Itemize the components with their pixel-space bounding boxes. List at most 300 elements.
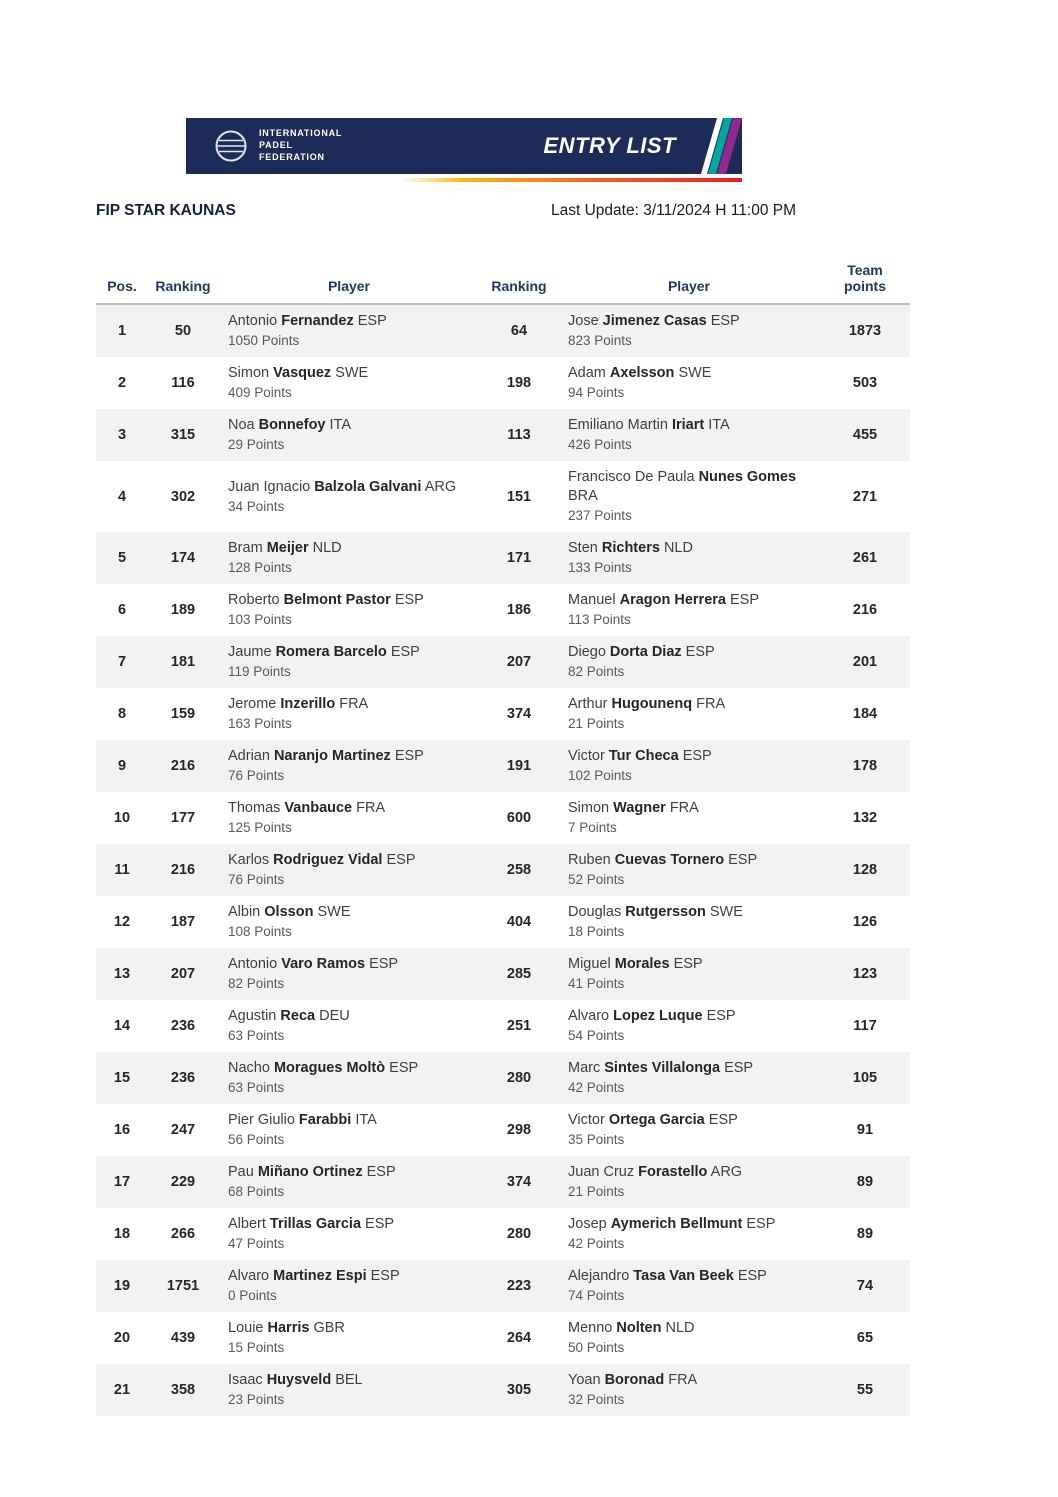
player-2-name xyxy=(568,747,810,766)
player-1-name xyxy=(228,1163,470,1182)
position-cell: 8 xyxy=(117,706,127,722)
player-2-name xyxy=(568,312,810,331)
position-cell: 19 xyxy=(113,1278,131,1294)
header-player-1: Player xyxy=(218,252,480,304)
team-points-cell: 128 xyxy=(852,862,878,878)
last-update-text: Last Update: 3/11/2024 H 11:00 PM xyxy=(551,202,797,219)
player-2-country: ESP xyxy=(746,1216,776,1232)
player-2-points: 32 Points xyxy=(568,1392,625,1407)
position-cell: 4 xyxy=(117,488,127,505)
player-2-first-name: Arthur xyxy=(568,696,608,712)
player-1-name xyxy=(228,539,470,558)
player-1-last-name: Rodriguez Vidal xyxy=(273,852,383,868)
player-1-name xyxy=(228,1267,470,1286)
ranking-cell-2: 280 xyxy=(506,1070,532,1086)
player-1-points: 409 Points xyxy=(228,385,292,400)
player-1-points: 68 Points xyxy=(228,1184,285,1199)
player-cell-2 xyxy=(558,844,820,896)
player-1-last-name: Bonnefoy xyxy=(258,417,326,433)
player-1-last-name: Varo Ramos xyxy=(281,956,366,972)
table-row xyxy=(96,584,910,636)
player-1-first-name: Pau xyxy=(228,1164,254,1180)
player-2-first-name: Miguel xyxy=(568,956,611,972)
player-1-points: 125 Points xyxy=(228,820,292,835)
player-1-points: 47 Points xyxy=(228,1236,285,1251)
player-1-name xyxy=(228,591,470,610)
player-2-last-name: Nolten xyxy=(616,1320,662,1336)
position-cell: 5 xyxy=(117,550,127,566)
position-cell: 3 xyxy=(117,427,127,443)
player-1-points: 23 Points xyxy=(228,1392,285,1407)
ranking-cell-2: 113 xyxy=(507,427,531,443)
player-cell-1 xyxy=(218,896,480,948)
player-2-last-name: Cuevas Tornero xyxy=(614,852,725,868)
position-cell: 15 xyxy=(113,1070,131,1086)
player-cell-2 xyxy=(558,1052,820,1104)
table-row xyxy=(96,792,910,844)
player-1-first-name: Albin xyxy=(228,904,261,920)
player-1-first-name: Antonio xyxy=(228,956,278,972)
player-1-name xyxy=(228,851,470,870)
player-2-first-name: Sten xyxy=(568,540,598,556)
player-1-first-name: Isaac xyxy=(228,1372,263,1388)
position-cell: 20 xyxy=(113,1330,131,1346)
player-2-country: ESP xyxy=(673,956,703,972)
player-2-country: ESP xyxy=(706,1008,736,1024)
player-1-first-name: Albert xyxy=(228,1216,266,1232)
player-cell-2 xyxy=(558,948,820,1000)
player-2-last-name: Boronad xyxy=(604,1372,665,1388)
player-2-last-name: Nunes Gomes xyxy=(698,469,797,485)
player-1-last-name: Miñano Ortinez xyxy=(257,1164,363,1180)
player-cell-1 xyxy=(218,740,480,792)
header-row xyxy=(96,252,910,304)
player-cell-2 xyxy=(558,304,820,357)
table-row xyxy=(96,461,910,532)
player-2-country: FRA xyxy=(696,696,726,712)
table-row xyxy=(96,740,910,792)
ranking-cell-1: 247 xyxy=(170,1122,196,1138)
player-2-name xyxy=(568,695,810,714)
player-1-name xyxy=(228,1059,470,1078)
player-cell-2 xyxy=(558,1104,820,1156)
team-points-cell: 123 xyxy=(852,966,878,982)
player-2-first-name: Yoan xyxy=(568,1372,601,1388)
logo-line-2: PADEL xyxy=(259,140,293,151)
player-cell-2 xyxy=(558,532,820,584)
player-2-name xyxy=(568,851,810,870)
table-row xyxy=(96,1104,910,1156)
table-row xyxy=(96,1156,910,1208)
ranking-cell-1: 50 xyxy=(174,323,192,339)
player-cell-1 xyxy=(218,948,480,1000)
player-cell-1 xyxy=(218,304,480,357)
ranking-cell-2: 374 xyxy=(506,706,532,722)
position-cell: 12 xyxy=(113,914,131,930)
player-2-points: 52 Points xyxy=(568,872,625,887)
player-2-first-name: Juan Cruz xyxy=(568,1164,635,1180)
player-1-country: GBR xyxy=(313,1320,345,1336)
table-body xyxy=(96,304,910,1416)
player-1-name xyxy=(228,747,470,766)
player-2-country: BRA xyxy=(568,488,598,504)
player-1-first-name: Juan Ignacio xyxy=(228,478,311,495)
player-1-points: 63 Points xyxy=(228,1028,285,1043)
player-1-name xyxy=(228,1007,470,1026)
player-2-name xyxy=(568,539,810,558)
player-1-country: ITA xyxy=(329,417,352,433)
player-2-last-name: Rutgersson xyxy=(625,904,706,920)
ranking-cell-2: 251 xyxy=(506,1018,532,1034)
player-2-last-name: Iriart xyxy=(671,417,705,433)
ranking-cell-1: 187 xyxy=(170,914,196,930)
player-2-points: 133 Points xyxy=(568,560,632,575)
player-2-name xyxy=(568,1163,810,1182)
ranking-cell-1: 189 xyxy=(170,602,196,618)
player-2-name xyxy=(568,1267,810,1286)
player-2-country: ITA xyxy=(708,417,730,433)
position-cell: 10 xyxy=(113,810,131,826)
player-2-last-name: Tasa Van Beek xyxy=(633,1268,734,1284)
header-banner xyxy=(186,118,742,184)
player-2-last-name: Wagner xyxy=(613,800,666,816)
player-cell-2 xyxy=(558,1312,820,1364)
player-cell-2 xyxy=(558,409,820,461)
player-1-points: 128 Points xyxy=(228,560,292,575)
player-1-country: FRA xyxy=(339,696,369,712)
player-2-name xyxy=(568,1319,810,1338)
player-1-last-name: Naranjo Martinez xyxy=(273,748,391,764)
player-1-points: 163 Points xyxy=(228,716,292,731)
player-2-last-name: Tur Checa xyxy=(608,748,679,764)
team-points-cell: 184 xyxy=(852,706,878,722)
player-1-points: 103 Points xyxy=(228,612,292,627)
player-1-last-name: Fernandez xyxy=(281,313,354,329)
ranking-cell-2: 171 xyxy=(506,550,532,566)
player-2-name xyxy=(568,903,810,922)
player-2-first-name: Francisco De Paula xyxy=(568,469,695,485)
player-1-name xyxy=(228,416,470,435)
player-cell-1 xyxy=(218,1364,480,1416)
header-ranking-2: Ranking xyxy=(480,252,558,304)
player-2-first-name: Victor xyxy=(568,1112,605,1128)
banner-background xyxy=(186,118,742,174)
player-2-first-name: Ruben xyxy=(568,852,611,868)
player-cell-1 xyxy=(218,688,480,740)
player-1-last-name: Meijer xyxy=(266,540,309,556)
player-1-last-name: Olsson xyxy=(264,904,314,920)
player-2-points: 41 Points xyxy=(568,976,625,991)
banner-gradient-line xyxy=(400,178,742,182)
position-cell: 11 xyxy=(114,862,130,878)
meta-row xyxy=(96,202,910,226)
player-1-points: 82 Points xyxy=(228,976,285,991)
player-2-points: 42 Points xyxy=(568,1236,625,1251)
player-1-last-name: Martinez Espi xyxy=(273,1268,367,1284)
player-1-country: ESP xyxy=(394,748,424,764)
player-1-country: ESP xyxy=(365,1216,395,1232)
ranking-cell-1: 439 xyxy=(170,1330,196,1346)
player-1-name xyxy=(228,643,470,662)
position-cell: 1 xyxy=(117,323,127,339)
player-1-points: 15 Points xyxy=(228,1340,285,1355)
player-2-name xyxy=(568,1371,810,1390)
player-1-points: 76 Points xyxy=(228,872,285,887)
player-1-points: 119 Points xyxy=(228,664,291,679)
table-header xyxy=(96,252,910,304)
player-2-country: ESP xyxy=(708,1112,738,1128)
team-points-cell: 117 xyxy=(853,1018,877,1034)
player-1-first-name: Alvaro xyxy=(228,1268,270,1284)
ranking-cell-2: 186 xyxy=(506,602,532,618)
player-2-points: 102 Points xyxy=(568,768,632,783)
table-row xyxy=(96,1312,910,1364)
player-1-first-name: Karlos xyxy=(228,852,270,868)
position-cell: 6 xyxy=(117,602,127,618)
player-1-name xyxy=(228,903,470,922)
team-points-cell: 91 xyxy=(856,1122,874,1138)
ranking-cell-1: 181 xyxy=(170,654,196,670)
team-points-cell: 89 xyxy=(856,1226,874,1242)
table-row xyxy=(96,688,910,740)
player-2-first-name: Alvaro xyxy=(568,1008,610,1024)
player-2-points: 21 Points xyxy=(568,1184,625,1199)
player-cell-2 xyxy=(558,1364,820,1416)
player-1-last-name: Belmont Pastor xyxy=(283,592,391,608)
player-cell-1 xyxy=(218,1260,480,1312)
team-points-cell: 503 xyxy=(852,375,878,391)
position-cell: 9 xyxy=(117,758,127,774)
player-2-first-name: Marc xyxy=(568,1060,601,1076)
player-2-country: FRA xyxy=(669,800,699,816)
table-row xyxy=(96,1364,910,1416)
position-cell: 16 xyxy=(113,1122,131,1138)
player-1-country: ESP xyxy=(369,956,399,972)
player-1-points: 0 Points xyxy=(228,1288,277,1303)
player-2-points: 42 Points xyxy=(568,1080,625,1095)
ranking-cell-2: 404 xyxy=(506,914,532,930)
player-cell-1 xyxy=(218,1052,480,1104)
player-2-last-name: Axelsson xyxy=(609,365,675,381)
player-1-name xyxy=(228,364,470,383)
player-1-name xyxy=(228,1371,470,1390)
player-2-name xyxy=(568,591,810,610)
ranking-cell-1: 177 xyxy=(170,810,196,826)
player-cell-1 xyxy=(218,461,480,532)
player-1-last-name: Vasquez xyxy=(273,365,332,381)
player-2-last-name: Dorta Diaz xyxy=(609,644,682,660)
ranking-cell-1: 216 xyxy=(170,758,196,774)
player-1-first-name: Antonio xyxy=(228,313,278,329)
player-cell-1 xyxy=(218,792,480,844)
header-pos: Pos. xyxy=(96,252,148,304)
player-2-country: ESP xyxy=(728,852,758,868)
player-2-country: FRA xyxy=(668,1372,698,1388)
player-cell-2 xyxy=(558,1208,820,1260)
player-2-points: 7 Points xyxy=(568,820,617,835)
ranking-cell-2: 305 xyxy=(506,1382,532,1398)
team-points-cell: 1873 xyxy=(848,323,882,339)
ranking-cell-2: 280 xyxy=(506,1226,532,1242)
player-2-name xyxy=(568,416,810,435)
player-1-points: 1050 Points xyxy=(228,333,300,348)
player-cell-1 xyxy=(218,357,480,409)
player-1-points: 76 Points xyxy=(228,768,285,783)
player-1-country: ESP xyxy=(370,1268,400,1284)
player-2-first-name: Menno xyxy=(568,1320,613,1336)
position-cell: 17 xyxy=(113,1174,131,1190)
player-2-last-name: Aragon Herrera xyxy=(619,592,726,608)
player-1-name xyxy=(228,695,470,714)
team-points-cell: 178 xyxy=(852,758,878,774)
ranking-cell-2: 223 xyxy=(506,1278,532,1294)
player-1-first-name: Jaume xyxy=(228,644,272,660)
player-2-last-name: Forastello xyxy=(638,1164,708,1180)
player-2-country: NLD xyxy=(663,540,693,556)
player-2-last-name: Sintes Villalonga xyxy=(604,1060,721,1076)
header-team-points: Team points xyxy=(820,252,910,304)
logo-line-1: INTERNATIONAL xyxy=(259,128,343,139)
team-points-cell: 455 xyxy=(852,427,878,443)
ranking-cell-2: 198 xyxy=(506,375,532,391)
player-1-points: 34 Points xyxy=(228,498,285,514)
player-2-points: 74 Points xyxy=(568,1288,625,1303)
position-cell: 7 xyxy=(117,654,127,670)
team-points-cell: 132 xyxy=(852,810,878,826)
player-1-country: FRA xyxy=(356,800,386,816)
player-1-country: BEL xyxy=(335,1372,363,1388)
player-1-first-name: Louie xyxy=(228,1320,264,1336)
player-2-points: 426 Points xyxy=(568,437,632,452)
player-cell-1 xyxy=(218,584,480,636)
player-1-country: ESP xyxy=(366,1164,396,1180)
player-1-first-name: Agustin xyxy=(228,1008,277,1024)
player-cell-2 xyxy=(558,357,820,409)
player-1-country: ITA xyxy=(355,1112,377,1128)
player-1-first-name: Roberto xyxy=(228,592,280,608)
team-points-cell: 271 xyxy=(852,488,878,505)
player-1-first-name: Nacho xyxy=(228,1060,270,1076)
team-points-cell: 126 xyxy=(852,914,878,930)
player-1-country: DEU xyxy=(319,1008,350,1024)
position-cell: 2 xyxy=(117,375,127,391)
logo-line-3: FEDERATION xyxy=(259,151,325,162)
player-2-last-name: Morales xyxy=(614,956,670,972)
player-cell-1 xyxy=(218,1312,480,1364)
player-1-first-name: Simon xyxy=(228,365,270,381)
table-row xyxy=(96,532,910,584)
player-2-points: 21 Points xyxy=(568,716,625,731)
player-2-points: 18 Points xyxy=(568,924,625,939)
player-2-points: 113 Points xyxy=(568,612,631,627)
ranking-cell-1: 216 xyxy=(170,862,196,878)
player-1-name xyxy=(228,1215,470,1234)
ranking-cell-1: 116 xyxy=(171,375,195,391)
player-cell-2 xyxy=(558,896,820,948)
ranking-cell-1: 207 xyxy=(170,966,196,982)
player-cell-1 xyxy=(218,1000,480,1052)
player-cell-2 xyxy=(558,636,820,688)
table-row xyxy=(96,1052,910,1104)
ranking-cell-1: 266 xyxy=(170,1226,196,1242)
team-points-cell: 261 xyxy=(852,550,878,566)
ipf-logo-text xyxy=(259,128,342,163)
position-cell: 21 xyxy=(113,1382,131,1398)
ranking-cell-2: 298 xyxy=(506,1122,532,1138)
ranking-cell-2: 374 xyxy=(506,1174,532,1190)
ranking-cell-1: 358 xyxy=(170,1382,196,1398)
player-2-name xyxy=(568,955,810,974)
player-1-name xyxy=(228,799,470,818)
player-2-country: ESP xyxy=(724,1060,754,1076)
ranking-cell-2: 600 xyxy=(506,810,532,826)
player-1-points: 29 Points xyxy=(228,437,285,452)
player-2-first-name: Diego xyxy=(568,644,606,660)
team-points-cell: 105 xyxy=(852,1070,878,1086)
player-2-country: ESP xyxy=(730,592,760,608)
player-cell-1 xyxy=(218,1156,480,1208)
player-cell-1 xyxy=(218,636,480,688)
player-cell-2 xyxy=(558,461,820,532)
header-player-2: Player xyxy=(558,252,820,304)
player-1-name xyxy=(228,312,470,331)
player-cell-2 xyxy=(558,1156,820,1208)
player-1-first-name: Thomas xyxy=(228,800,281,816)
player-cell-2 xyxy=(558,792,820,844)
player-2-country: ESP xyxy=(682,748,712,764)
player-2-first-name: Jose xyxy=(568,313,599,329)
player-cell-1 xyxy=(218,1104,480,1156)
player-1-last-name: Reca xyxy=(280,1008,316,1024)
player-1-country: SWE xyxy=(317,904,351,920)
player-1-name xyxy=(228,955,470,974)
ranking-cell-2: 191 xyxy=(506,758,532,774)
player-2-points: 82 Points xyxy=(568,664,625,679)
table-row xyxy=(96,1208,910,1260)
player-1-points: 108 Points xyxy=(228,924,292,939)
player-cell-1 xyxy=(218,1208,480,1260)
player-cell-2 xyxy=(558,1000,820,1052)
player-1-last-name: Trillas Garcia xyxy=(269,1216,362,1232)
tournament-title: FIP STAR KAUNAS xyxy=(96,202,236,219)
player-2-last-name: Hugounenq xyxy=(611,696,693,712)
player-1-country: ESP xyxy=(389,1060,419,1076)
player-1-last-name: Inzerillo xyxy=(280,696,336,712)
player-2-first-name: Manuel xyxy=(568,592,616,608)
player-1-last-name: Balzola Galvani xyxy=(314,478,422,495)
player-1-name xyxy=(228,478,470,497)
table-row xyxy=(96,896,910,948)
ranking-cell-2: 264 xyxy=(506,1330,532,1346)
ranking-cell-2: 207 xyxy=(506,654,532,670)
position-cell: 14 xyxy=(113,1018,131,1034)
header-ranking-1: Ranking xyxy=(148,252,218,304)
player-2-first-name: Adam xyxy=(568,365,606,381)
player-2-country: ESP xyxy=(737,1268,767,1284)
player-2-last-name: Ortega Garcia xyxy=(608,1112,705,1128)
table-row xyxy=(96,1000,910,1052)
table-row xyxy=(96,409,910,461)
player-1-name xyxy=(228,1111,470,1130)
player-1-points: 56 Points xyxy=(228,1132,285,1147)
ranking-cell-1: 159 xyxy=(170,706,196,722)
player-2-first-name: Victor xyxy=(568,748,605,764)
player-2-country: NLD xyxy=(665,1320,695,1336)
player-cell-1 xyxy=(218,844,480,896)
ranking-cell-1: 302 xyxy=(170,488,196,505)
player-2-name xyxy=(568,1059,810,1078)
player-cell-2 xyxy=(558,688,820,740)
